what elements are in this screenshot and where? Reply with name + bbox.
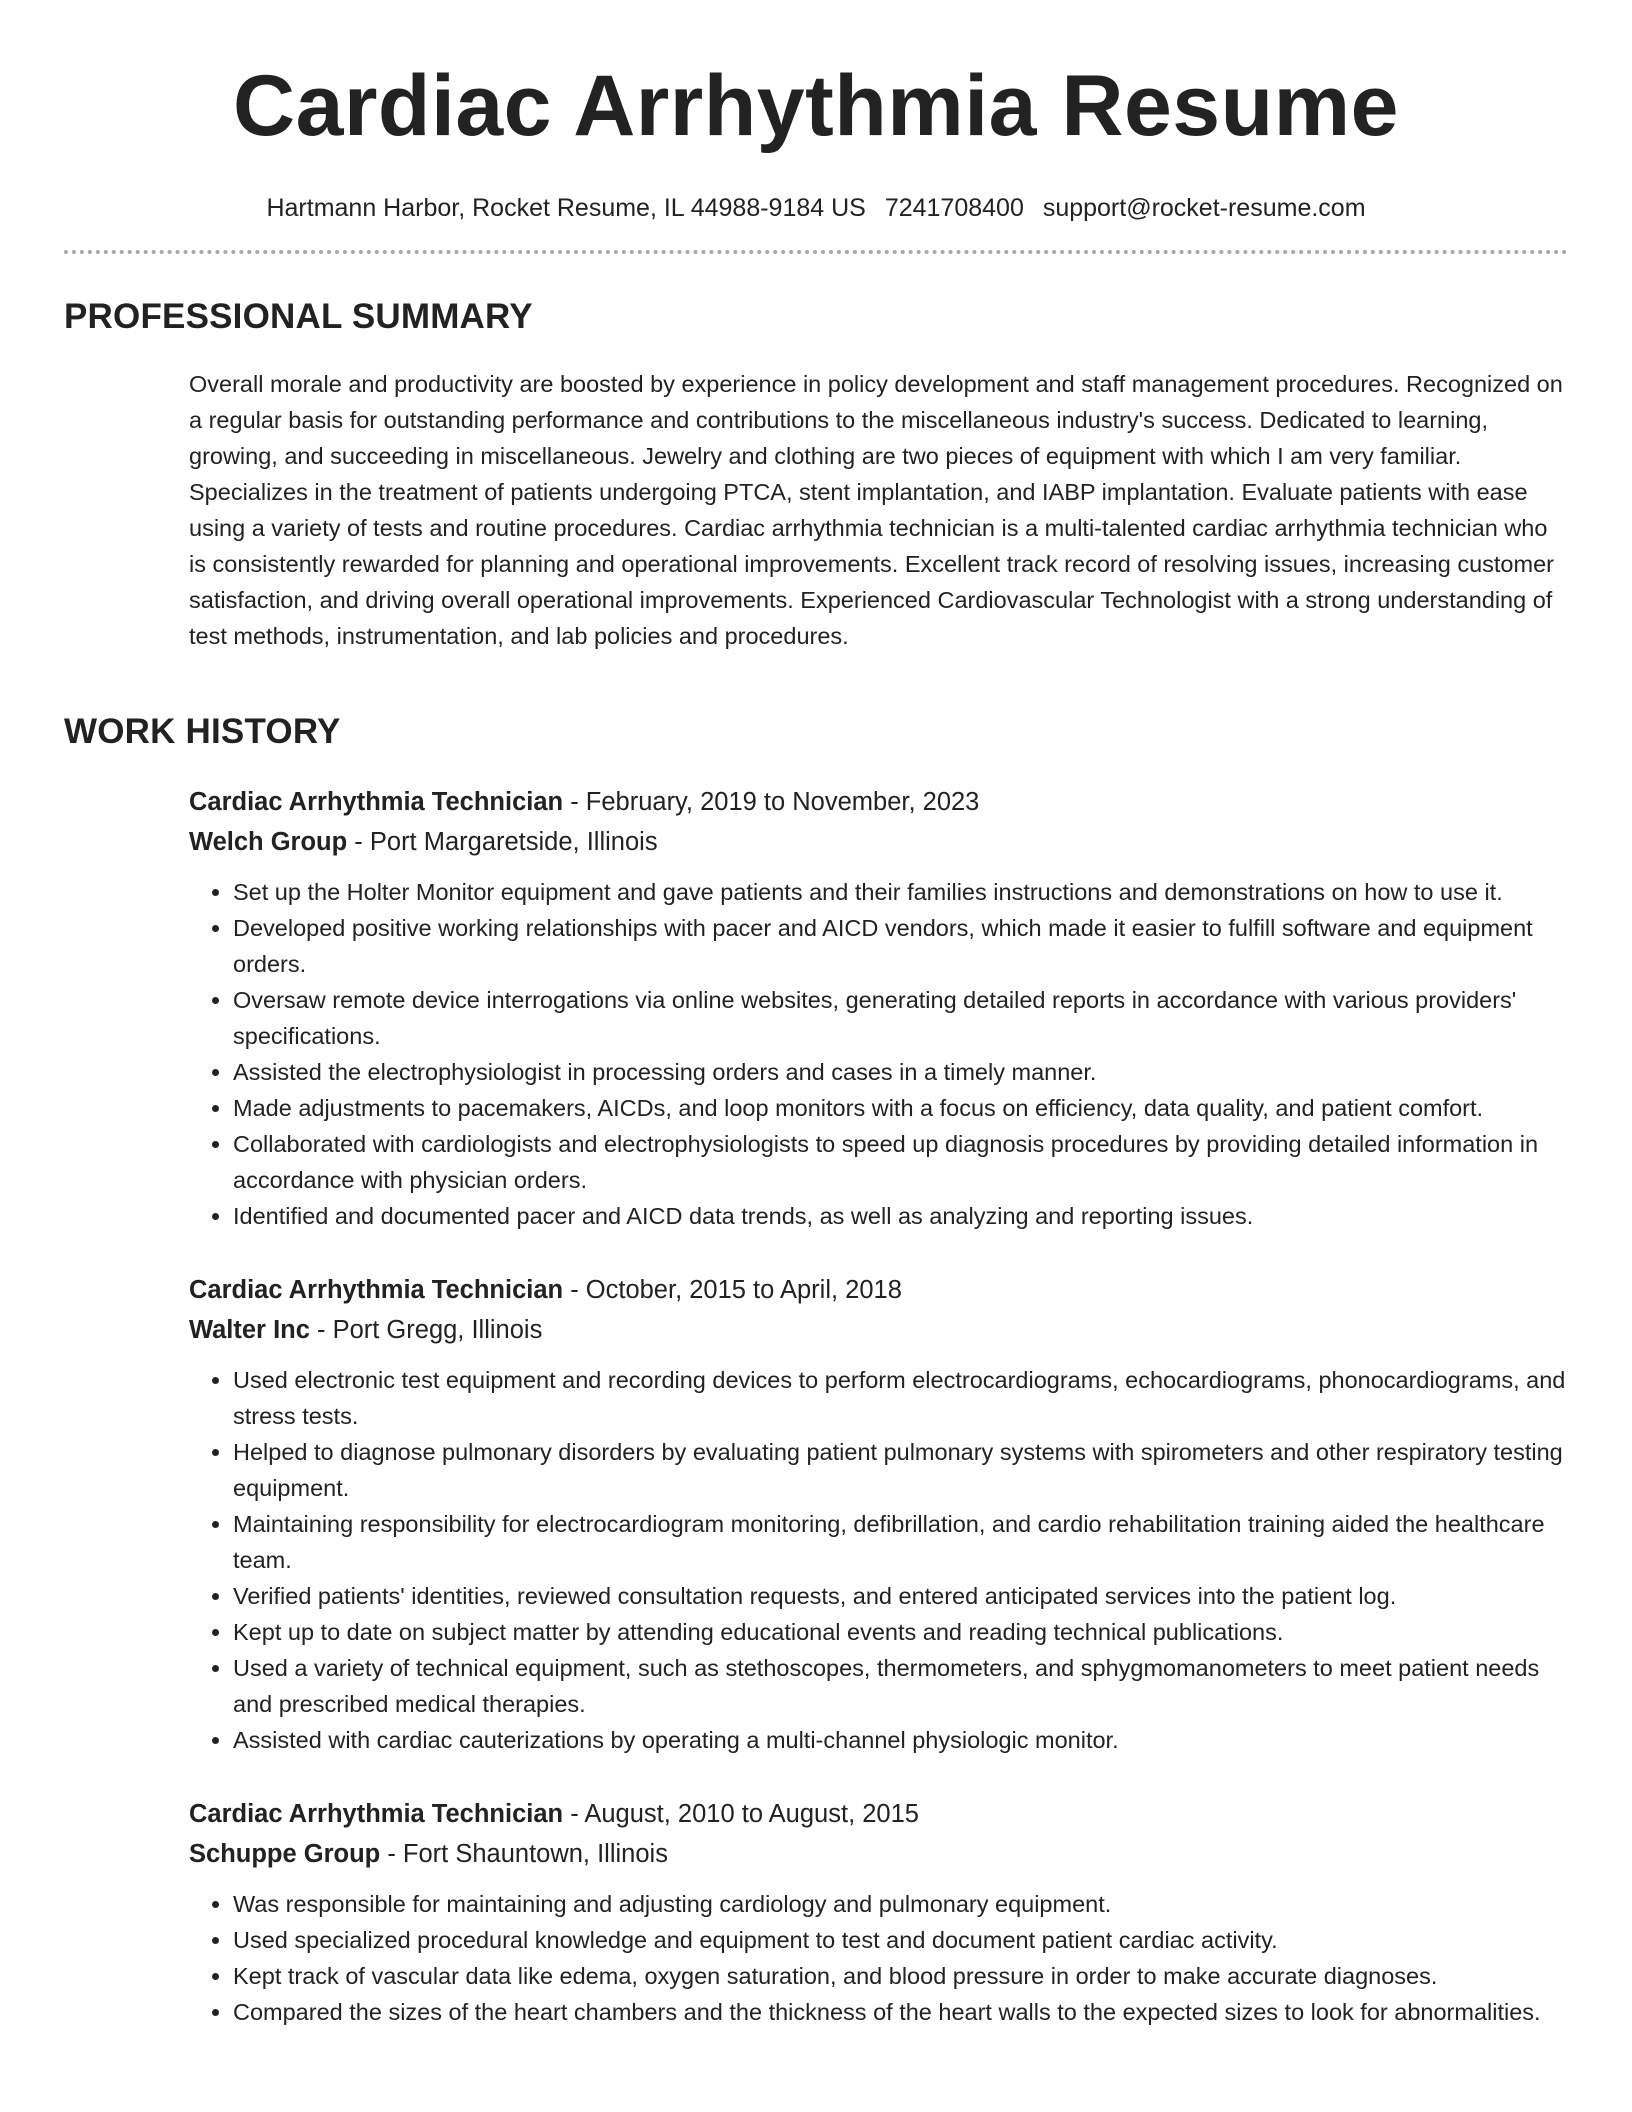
job-company-line xyxy=(189,1834,1569,1874)
list-item: • Used electronic test equipment and recording devices to perform electrocardiograms, echocardiograms, phonocardiograms, and stress tests. xyxy=(233,1362,1569,1434)
list-item: • Used a variety of technical equipment, such as stethoscopes, thermometers, and sphygmomanometers to meet patient needs and prescribed medical therapies. xyxy=(233,1650,1569,1722)
job-role: Cardiac Arrhythmia Technician xyxy=(189,788,564,816)
job-entry xyxy=(189,782,1569,1234)
job-company: Welch Group xyxy=(189,828,348,856)
job-entry xyxy=(189,1270,1569,1758)
job-company: Schuppe Group xyxy=(189,1840,381,1868)
list-item: • Compared the sizes of the heart chambers and the thickness of the heart walls to the expected sizes to look for abnormalities. xyxy=(233,1994,1569,2030)
job-dates: - October, 2015 to April, 2018 xyxy=(563,1276,902,1304)
contact-line xyxy=(0,192,1632,224)
list-item: • Kept track of vascular data like edema, oxygen saturation, and blood pressure in order to make accurate diagnoses. xyxy=(233,1958,1569,1994)
resume-header xyxy=(0,0,1632,224)
list-item: • Assisted the electrophysiologist in processing orders and cases in a timely manner. xyxy=(233,1054,1569,1090)
job-dates: - August, 2010 to August, 2015 xyxy=(563,1800,919,1828)
list-item: • Used specialized procedural knowledge and equipment to test and document patient cardiac activity. xyxy=(233,1922,1569,1958)
job-bullets xyxy=(189,874,1569,1234)
contact-phone: 7241708400 xyxy=(884,194,1024,222)
summary-text: Overall morale and productivity are boosted by experience in policy development and staff management procedures. Recognized on a regular basis for outstanding performance and contributions to the miscellaneous industry's success. Dedicated to learning, growing, and succeeding in miscellaneous. Jewelry and clothing are two pieces of equipment with which I am very familiar. Specializes in the treatment of patients undergoing PTCA, stent implantation, and IABP implantation. Evaluate patients with ease using a variety of tests and routine procedures. Cardiac arrhythmia technician is a multi-talented cardiac arrhythmia technician who is consistently rewarded for planning and operational improvements. Excellent track record of resolving issues, increasing customer satisfaction, and driving overall operational improvements. Experienced Cardiovascular Technologist with a strong understanding of test methods, instrumentation, and lab policies and procedures. xyxy=(189,371,1563,649)
job-title-line xyxy=(189,1270,1569,1310)
job-bullets xyxy=(189,1362,1569,1758)
job-title-line xyxy=(189,782,1569,822)
work-history xyxy=(189,782,1569,2066)
contact-address: Hartmann Harbor, Rocket Resume, IL 44988-9184 US xyxy=(266,194,866,222)
job-location: - Fort Shauntown, Illinois xyxy=(380,1840,668,1868)
job-company: Walter Inc xyxy=(189,1316,310,1344)
list-item: • Developed positive working relationships with pacer and AICD vendors, which made it easier to fulfill software and equipment orders. xyxy=(233,910,1569,982)
work-history-heading: WORK HISTORY xyxy=(64,712,341,751)
list-item: • Assisted with cardiac cauterizations by operating a multi-channel physiologic monitor. xyxy=(233,1722,1569,1758)
list-item: • Set up the Holter Monitor equipment and gave patients and their families instructions and demonstrations on how to use it. xyxy=(233,874,1569,910)
job-bullets xyxy=(189,1886,1569,2030)
job-role: Cardiac Arrhythmia Technician xyxy=(189,1276,564,1304)
job-location: - Port Margaretside, Illinois xyxy=(347,828,658,856)
list-item: • Kept up to date on subject matter by attending educational events and reading technical publications. xyxy=(233,1614,1569,1650)
contact-email: support@rocket-resume.com xyxy=(1042,194,1366,222)
summary-heading: PROFESSIONAL SUMMARY xyxy=(64,297,533,336)
job-company-line xyxy=(189,1310,1569,1350)
job-entry xyxy=(189,1794,1569,2030)
list-item: • Collaborated with cardiologists and electrophysiologists to speed up diagnosis procedures by providing detailed information in accordance with physician orders. xyxy=(233,1126,1569,1198)
list-item: • Made adjustments to pacemakers, AICDs, and loop monitors with a focus on efficiency, data quality, and patient comfort. xyxy=(233,1090,1569,1126)
list-item: • Maintaining responsibility for electrocardiogram monitoring, defibrillation, and cardio rehabilitation training aided the healthcare team. xyxy=(233,1506,1569,1578)
list-item: • Oversaw remote device interrogations via online websites, generating detailed reports in accordance with various providers' specifications. xyxy=(233,982,1569,1054)
resume-title: Cardiac Arrhythmia Resume xyxy=(233,58,1399,154)
header-divider xyxy=(64,250,1568,254)
job-role: Cardiac Arrhythmia Technician xyxy=(189,1800,564,1828)
list-item: • Was responsible for maintaining and adjusting cardiology and pulmonary equipment. xyxy=(233,1886,1569,1922)
list-item: • Helped to diagnose pulmonary disorders by evaluating patient pulmonary systems with spirometers and other respiratory testing equipment. xyxy=(233,1434,1569,1506)
job-dates: - February, 2019 to November, 2023 xyxy=(563,788,980,816)
job-title-line xyxy=(189,1794,1569,1834)
list-item: • Verified patients' identities, reviewed consultation requests, and entered anticipated services into the patient log. xyxy=(233,1578,1569,1614)
job-company-line xyxy=(189,822,1569,862)
job-location: - Port Gregg, Illinois xyxy=(309,1316,543,1344)
list-item: • Identified and documented pacer and AICD data trends, as well as analyzing and reporting issues. xyxy=(233,1198,1569,1234)
